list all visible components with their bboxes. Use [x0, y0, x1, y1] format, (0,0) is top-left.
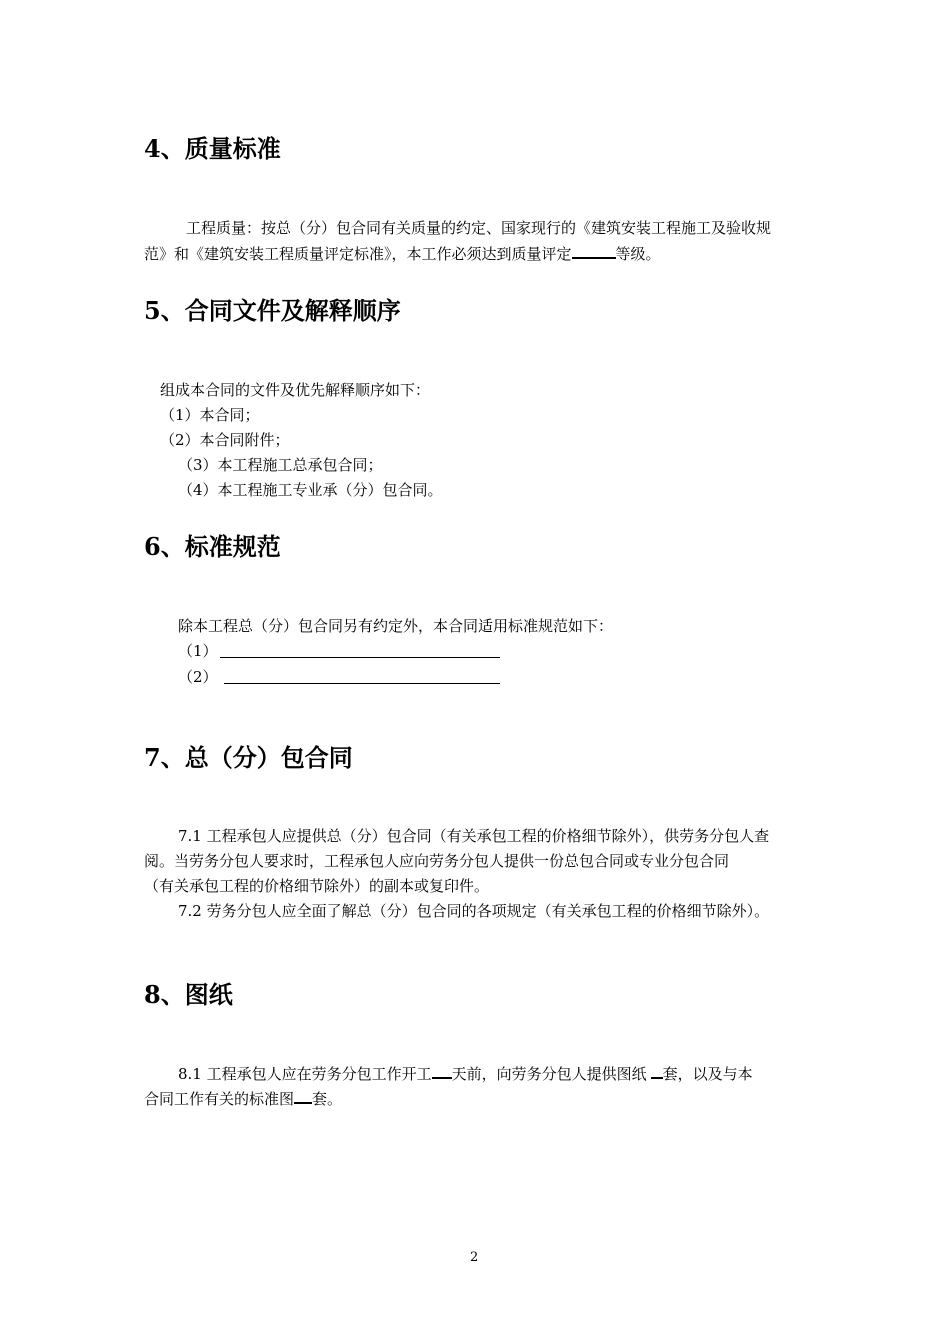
section-8-text-a: 8.1 工程承包人应在劳务分包工作开工 [178, 1065, 432, 1083]
section-4-paragraph-line-2 [144, 242, 661, 266]
section-7-p1-line-3: （有关承包工程的价格细节除外）的副本或复印件。 [144, 877, 490, 895]
section-5-item-2: （2）本合同附件； [160, 431, 290, 449]
section-5-item-1: （1）本合同； [160, 406, 260, 424]
section-4-text-a: 范》和《建筑安装工程质量评定标准》，本工作必须达到质量评定 [144, 245, 572, 263]
section-5-item-3: （3）本工程施工总承包合同； [178, 456, 383, 474]
section-5-heading: 5、合同文件及解释顺序 [144, 296, 401, 325]
section-6-item-2-blank [224, 683, 500, 684]
days-blank [432, 1062, 452, 1079]
section-4-paragraph-line-1: 工程质量：按总（分）包合同有关质量的约定、国家现行的《建筑安装工程施工及验收规 [186, 219, 772, 237]
section-8-heading: 8、图纸 [144, 980, 233, 1009]
drawing-sets-blank [651, 1062, 663, 1079]
section-5-item-4: （4）本工程施工专业承（分）包合同。 [178, 481, 443, 499]
section-7-heading: 7、总（分）包合同 [144, 743, 353, 772]
section-6-item-2: （2） [178, 668, 218, 686]
section-8-text-d: 合同工作有关的标准图 [144, 1090, 295, 1108]
section-6-heading: 6、标准规范 [144, 532, 281, 561]
section-6-intro: 除本工程总（分）包合同另有约定外，本合同适用标准规范如下： [178, 617, 614, 635]
quality-grade-blank [572, 242, 616, 259]
section-4-text-b: 等级。 [615, 245, 661, 263]
section-8-p1-line-2 [144, 1087, 342, 1111]
section-7-p1-line-2: 阅。当劳务分包人要求时，工程承包人应向劳务分包人提供一份总包合同或专业分包合同 [144, 852, 730, 870]
section-7-p2: 7.2 劳务分包人应全面了解总（分）包合同的各项规定（有关承包工程的价格细节除外）。 [178, 902, 770, 920]
section-8-text-c: 套，以及与本 [662, 1065, 753, 1083]
section-5-intro: 组成本合同的文件及优先解释顺序如下： [160, 381, 431, 399]
section-6-item-1: （1） [178, 642, 218, 660]
section-8-p1-line-1 [178, 1062, 753, 1086]
standard-drawing-sets-blank [294, 1087, 312, 1104]
section-8-text-e: 套。 [312, 1090, 343, 1108]
page-number: 2 [470, 1250, 479, 1265]
section-7-p1-line-1: 7.1 工程承包人应提供总（分）包合同（有关承包工程的价格细节除外），供劳务分包人查 [178, 827, 770, 845]
section-6-item-1-blank [220, 657, 500, 658]
section-4-heading: 4、质量标准 [144, 134, 281, 163]
section-8-text-b: 天前，向劳务分包人提供图纸 [451, 1065, 647, 1083]
